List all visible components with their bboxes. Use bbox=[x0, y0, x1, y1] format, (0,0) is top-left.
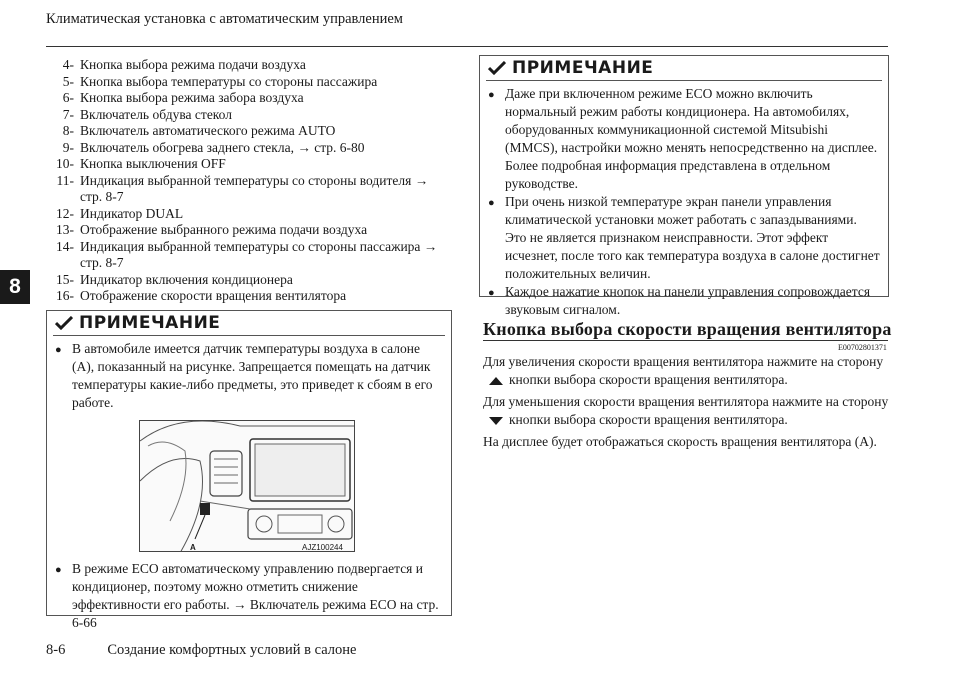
list-item bbox=[50, 107, 450, 124]
paragraph-text: Для уменьшения скорости вращения вентилятора нажмите на сторону bbox=[483, 394, 889, 409]
note-heading bbox=[47, 311, 451, 335]
note-heading-text: ПРИМЕЧАНИЕ bbox=[512, 58, 654, 78]
page-number: 8-6 bbox=[46, 642, 66, 658]
section-title: Кнопка выбора скорости вращения вентилятора bbox=[483, 319, 892, 339]
bullet-text: Каждое нажатие кнопок на панели управления сопровождается звуковым сигналом. bbox=[505, 284, 871, 317]
list-num: 9- bbox=[62, 139, 74, 155]
paragraph-text: Для увеличения скорости вращения вентилятора нажмите на сторону bbox=[483, 354, 884, 369]
chapter-tab: 8 bbox=[0, 270, 30, 304]
paragraph bbox=[483, 353, 893, 389]
checkmark-icon bbox=[55, 316, 73, 330]
list-num: 4- bbox=[62, 57, 74, 72]
list-text: Отображение выбранного режима подачи воздуха bbox=[80, 222, 368, 237]
bullet-icon: ● bbox=[55, 344, 62, 356]
fan-down-arrow-icon bbox=[489, 417, 503, 425]
paragraph-text: кнопки выбора скорости вращения вентилятора. bbox=[509, 412, 788, 427]
list-num: 15- bbox=[56, 271, 74, 287]
list-num: 13- bbox=[56, 222, 74, 237]
section-body bbox=[483, 353, 893, 455]
bullet-icon: ● bbox=[488, 89, 495, 101]
list-text: Включатель обдува стекол bbox=[80, 106, 232, 122]
list-num: 14- bbox=[56, 238, 74, 254]
sensor-figure bbox=[139, 420, 355, 552]
list-num: 5- bbox=[62, 73, 74, 89]
section-rule bbox=[483, 340, 888, 341]
figure-code: AJZ100244 bbox=[302, 543, 343, 552]
note-bullet bbox=[55, 340, 443, 412]
list-text: Включатель обогрева заднего стекла, → стр. 6-80 bbox=[80, 139, 365, 155]
list-text: Кнопка выключения OFF bbox=[80, 156, 226, 171]
bullet-icon: ● bbox=[55, 564, 62, 576]
page-header-title: Климатическая установка с автоматическим управлением bbox=[46, 11, 403, 27]
note-bullet bbox=[55, 560, 443, 632]
list-text: Кнопка выбора температуры со стороны пассажира bbox=[80, 73, 378, 89]
list-item bbox=[50, 140, 450, 157]
list-item bbox=[50, 90, 450, 107]
list-text: Индикатор DUAL bbox=[80, 205, 184, 221]
component-list bbox=[50, 57, 450, 305]
list-text: Отображение скорости вращения вентилятора bbox=[80, 288, 347, 303]
bullet-text: В режиме ECO автоматическому управлению подвергается и кондиционер, поэтому можно отметить снижение эффективности его работы. → Включатель режима ECO на стр. 6-66 bbox=[72, 561, 439, 630]
checkmark-icon bbox=[488, 61, 506, 75]
list-text: Кнопка выбора режима забора воздуха bbox=[80, 90, 304, 105]
paragraph-text: кнопки выбора скорости вращения вентилятора. bbox=[509, 372, 788, 387]
list-num: 8- bbox=[62, 123, 74, 138]
list-item bbox=[50, 222, 450, 239]
note-box-right bbox=[479, 55, 889, 317]
list-item bbox=[50, 173, 450, 206]
note-bullet bbox=[488, 193, 880, 283]
list-num: 6- bbox=[62, 90, 74, 105]
note-heading bbox=[480, 56, 888, 80]
footer-title: Создание комфортных условий в салоне bbox=[107, 642, 357, 658]
list-item bbox=[50, 57, 450, 74]
list-text: Индикатор включения кондиционера bbox=[80, 271, 293, 287]
list-item bbox=[50, 74, 450, 91]
list-text: Кнопка выбора режима подачи воздуха bbox=[80, 57, 306, 72]
figure-label-a: A bbox=[190, 543, 196, 552]
list-item bbox=[50, 272, 450, 289]
list-item bbox=[50, 206, 450, 223]
list-num: 12- bbox=[56, 205, 74, 221]
list-item bbox=[50, 239, 450, 272]
section-code: E00702801371 bbox=[838, 343, 887, 352]
list-num: 11- bbox=[56, 172, 74, 188]
bullet-icon: ● bbox=[488, 197, 495, 209]
bullet-text: Даже при включенном режиме ECO можно включить нормальный режим работы кондиционера. На автомобилях, оборудованных коммуникационной системой Mitsubishi (MMCS), настройки можно менять непосредственно на дисплее. Более подробная информация представлена в отдельном руководстве. bbox=[505, 86, 878, 191]
fan-up-arrow-icon bbox=[489, 377, 503, 385]
list-text: Включатель автоматического режима AUTO bbox=[80, 123, 336, 138]
note-heading-text: ПРИМЕЧАНИЕ bbox=[79, 313, 221, 333]
dashboard-illustration bbox=[140, 421, 355, 552]
list-text: Индикация выбранной температуры со стороны водителя → стр. 8-7 bbox=[80, 172, 429, 204]
bullet-text: В автомобиле имеется датчик температуры воздуха в салоне (A), показанный на рисунке. Запрещается помещать на датчик температуры какие-либо предметы, это приведет к сбоям в его работе. bbox=[72, 341, 433, 410]
list-item bbox=[50, 288, 450, 305]
note-bullet bbox=[488, 283, 880, 319]
list-num: 10- bbox=[56, 156, 74, 171]
paragraph: На дисплее будет отображаться скорость вращения вентилятора (A). bbox=[483, 434, 877, 449]
list-item bbox=[50, 156, 450, 173]
page-footer bbox=[46, 642, 357, 659]
list-text: Индикация выбранной температуры со стороны пассажира → стр. 8-7 bbox=[80, 238, 438, 270]
header-rule bbox=[46, 46, 888, 47]
list-item bbox=[50, 123, 450, 140]
list-num: 16- bbox=[56, 288, 74, 303]
bullet-icon: ● bbox=[488, 287, 495, 299]
bullet-text: При очень низкой температуре экран панели управления климатической установки может работать с запаздываниями. Это не является признаком неисправности. Этот эффект исчезнет, после того как температура воздуха в салоне достигнет положительных величин. bbox=[505, 194, 880, 281]
note-box-left bbox=[46, 310, 452, 630]
paragraph bbox=[483, 393, 893, 429]
note-bullet bbox=[488, 85, 880, 193]
list-num: 7- bbox=[62, 106, 74, 122]
